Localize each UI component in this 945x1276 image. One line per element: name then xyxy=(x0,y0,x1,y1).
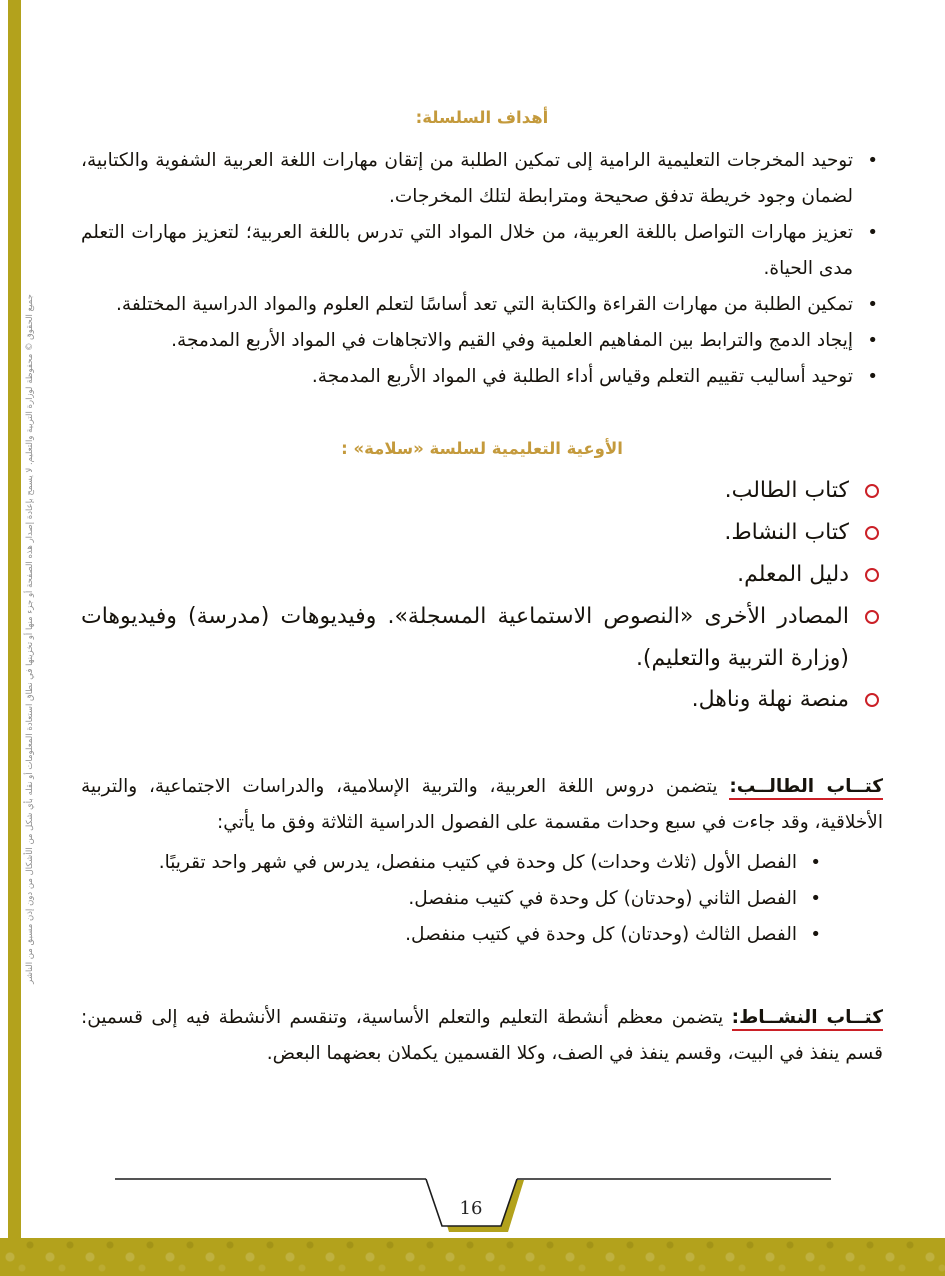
term-text: الفصل الثاني (وحدتان) كل وحدة في كتيب منفصل. xyxy=(408,888,797,910)
list-item xyxy=(81,845,883,881)
bullet-icon: • xyxy=(867,222,878,244)
list-item xyxy=(81,215,883,287)
goals-list xyxy=(81,143,883,395)
media-text: المصادر الأخرى «النصوص الاستماعية المسجلة». وفيديوهات (مدرسة) وفيديوهات (وزارة التربية والتعليم). xyxy=(81,603,849,671)
activity-book-paragraph xyxy=(81,1000,883,1072)
goal-text: توحيد المخرجات التعليمية الرامية إلى تمكين الطلبة من إتقان مهارات اللغة العربية الشفوية والكتابية، لضمان وجود خريطة تدفق صحيحة ومترابطة لتلك المخرجات. xyxy=(81,150,853,208)
goal-text: تعزيز مهارات التواصل باللغة العربية، من خلال المواد التي تدرس باللغة العربية؛ لتعزيز مهارات التعلم مدى الحياة. xyxy=(81,222,853,280)
bullet-icon: • xyxy=(810,888,821,910)
section-title-goals: أهداف السلسلة: xyxy=(415,108,549,127)
page-number: 16 xyxy=(459,1198,483,1219)
page-content xyxy=(81,108,883,1072)
bullet-icon: • xyxy=(810,924,821,946)
bullet-icon: • xyxy=(867,150,878,171)
footer-ornament-bar xyxy=(0,1238,945,1276)
list-item xyxy=(81,917,883,953)
footer-rule xyxy=(0,1174,945,1238)
vertical-copyright-text: جميع الحقوق © محفوظة لوزارة التربية والتعليم. لا يسمح بإعادة إصدار هذه الصفحة أو جزء منها أو تخزينها في نطاق استعادة المعلومات أو نقله بأي شكل من الأشكال من دون إذن مسبق من الناشر xyxy=(25,294,35,984)
section-title-media: الأوعية التعليمية لسلسة «سلامة» : xyxy=(341,439,623,459)
student-book-intro: يتضمن دروس اللغة العربية، والتربية الإسلامية، والدراسات الاجتماعية، والتربية الأخلاقية، وقد جاءت في سبع وحدات مقسمة على الفصول الدراسية الثلاثة وفق ما يأتي: xyxy=(81,776,883,834)
bullet-icon: • xyxy=(867,294,878,316)
goal-text: توحيد أساليب تقييم التعلم وقياس أداء الطلبة في المواد الأربع المدمجة. xyxy=(311,366,853,388)
term-text: الفصل الثالث (وحدتان) كل وحدة في كتيب منفصل. xyxy=(405,924,797,946)
activity-book-lead: كتــاب النشــاط: xyxy=(732,1007,883,1031)
list-item xyxy=(81,143,883,215)
list-item xyxy=(81,287,883,323)
student-book-paragraph xyxy=(81,769,883,841)
bullet-icon: • xyxy=(810,852,821,874)
goal-text: تمكين الطلبة من مهارات القراءة والكتابة التي تعد أساسًا لتعلم العلوم والمواد الدراسية المختلفة. xyxy=(116,294,853,316)
ring-bullet-icon xyxy=(865,693,879,707)
media-text: كتاب الطالب. xyxy=(724,478,849,504)
ring-bullet-icon xyxy=(865,568,879,582)
list-item xyxy=(81,881,883,917)
list-item xyxy=(81,470,883,512)
ring-bullet-icon xyxy=(865,610,879,624)
goal-text: إيجاد الدمج والترابط بين المفاهيم العلمية وفي القيم والاتجاهات في المواد الأربع المدمجة. xyxy=(171,330,853,352)
terms-list xyxy=(81,845,883,953)
list-item xyxy=(81,512,883,554)
bullet-icon: • xyxy=(867,366,878,388)
list-item xyxy=(81,596,883,680)
list-item xyxy=(81,679,883,721)
left-edge-bar xyxy=(8,0,21,1238)
ring-bullet-icon xyxy=(865,526,879,540)
activity-book-text: يتضمن معظم أنشطة التعليم والتعلم الأساسية، وتنقسم الأنشطة فيه إلى قسمين: قسم ينفذ في البيت، وقسم ينفذ في الصف، وكلا القسمين يكملان بعضهما البعض. xyxy=(81,1006,883,1064)
list-item xyxy=(81,554,883,596)
media-text: دليل المعلم. xyxy=(737,562,849,588)
media-list xyxy=(81,470,883,721)
list-item xyxy=(81,359,883,395)
media-text: منصة نهلة وناهل. xyxy=(691,687,849,713)
bullet-icon: • xyxy=(867,330,878,352)
student-book-lead: كتــاب الطالــب: xyxy=(729,776,883,800)
term-text: الفصل الأول (ثلاث وحدات) كل وحدة في كتيب منفصل، يدرس في شهر واحد تقريبًا. xyxy=(158,852,797,874)
ring-bullet-icon xyxy=(865,484,879,498)
list-item xyxy=(81,323,883,359)
media-text: كتاب النشاط. xyxy=(724,520,849,546)
